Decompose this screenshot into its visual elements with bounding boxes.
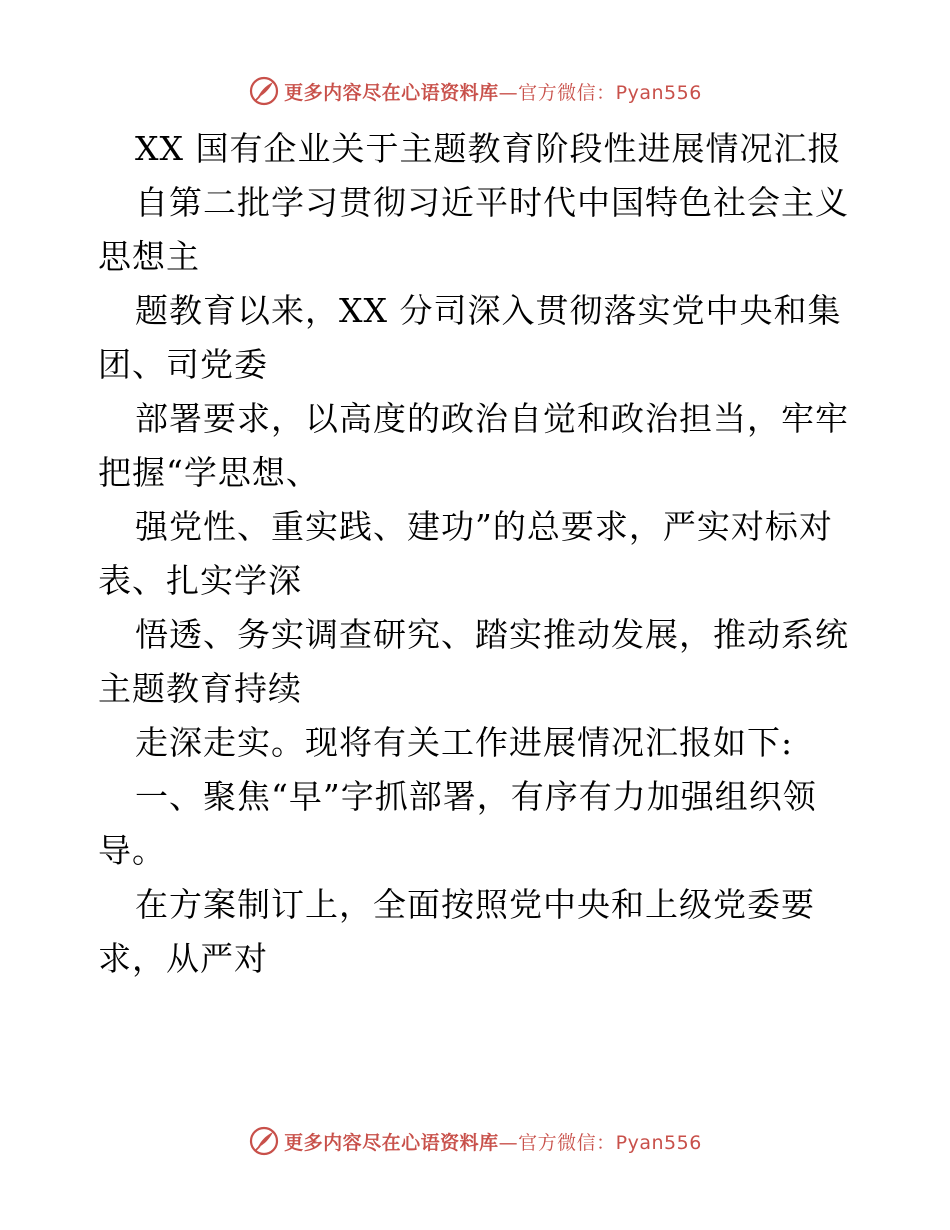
paragraph-line: 思想主 [98, 237, 200, 276]
quill-pen-logo-icon [248, 1125, 280, 1157]
paragraph-line: 团、司党委 [98, 345, 268, 384]
footer-watermark [0, 1121, 950, 1161]
paragraph-line: 走深走实。现将有关工作进展情况汇报如下: [135, 723, 794, 762]
watermark-contact: —官方微信：Pyan556 [498, 1131, 702, 1154]
paragraph-line: 悟透、务实调查研究、踏实推动发展，推动系统 [135, 615, 849, 654]
paragraph-line: 表、扎实学深 [98, 561, 302, 600]
paragraph-line: 自第二批学习贯彻习近平时代中国特色社会主义 [135, 183, 849, 222]
watermark-brand: 更多内容尽在心语资料库 [284, 81, 499, 104]
paragraph-line: 强党性、重实践、建功”的总要求，严实对标对 [135, 507, 833, 546]
paragraph-line: 主题教育持续 [98, 669, 302, 708]
watermark-contact: —官方微信：Pyan556 [498, 81, 702, 104]
paragraph-line: 题教育以来，XX 分司深入贯彻落实党中央和集 [135, 291, 842, 330]
paragraph-line: 求，从严对 [98, 939, 268, 978]
watermark-brand: 更多内容尽在心语资料库 [284, 1131, 499, 1154]
document-body [98, 122, 858, 986]
watermark-text [284, 78, 702, 105]
section-heading-line: 导。 [98, 831, 166, 870]
paragraph-line: 在方案制订上，全面按照党中央和上级党委要 [135, 885, 815, 924]
watermark-text [284, 1128, 702, 1155]
paragraph-line: 把握“学思想、 [98, 453, 320, 492]
section-heading-line: 一、聚焦“早”字抓部署，有序有力加强组织领 [135, 777, 817, 816]
document-title: XX 国有企业关于主题教育阶段性进展情况汇报 [135, 129, 842, 168]
quill-pen-logo-icon [248, 75, 280, 107]
header-watermark [0, 71, 950, 111]
paragraph-line: 部署要求，以高度的政治自觉和政治担当，牢牢 [135, 399, 849, 438]
